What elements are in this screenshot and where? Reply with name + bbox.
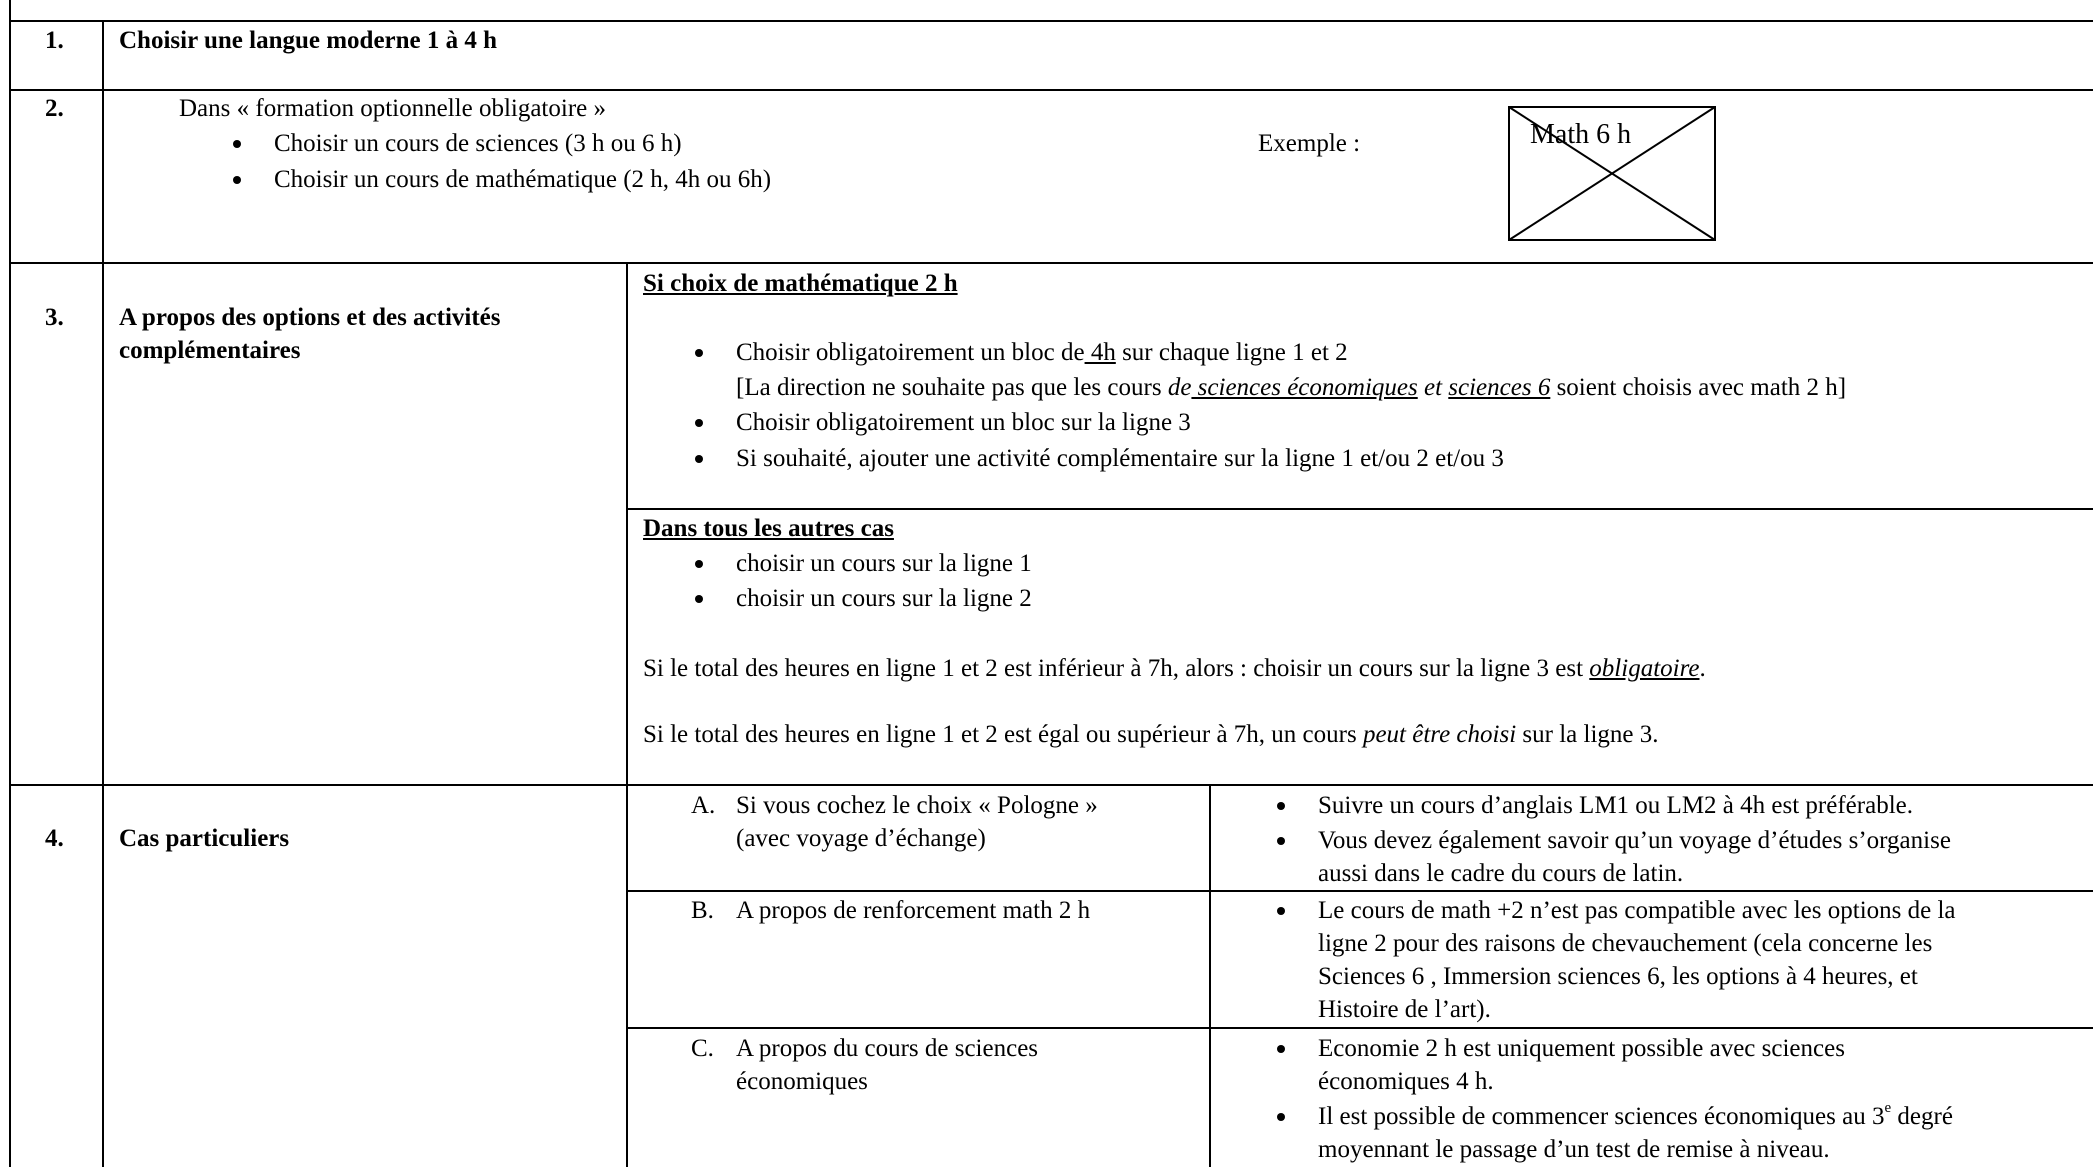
row-number-1: 1. [45, 27, 64, 54]
other-cases-paragraph-2: Si le total des heures en ligne 1 et 2 est égal ou supérieur à 7h, un cours peut être choisi sur la ligne 3. [643, 721, 1659, 748]
case-b-bullet-1-cont2: Sciences 6 , Immersion sciences 6, les options à 4 heures, et [1318, 963, 1918, 990]
cases-column-divider [1209, 785, 1211, 1167]
table-top-border [9, 20, 2093, 22]
example-label: Exemple : [1258, 130, 1361, 157]
case-b-bullet-1-cont1: ligne 2 pour des raisons de chevauchement (cela concerne les [1318, 930, 1933, 957]
example-box [1508, 106, 1716, 241]
row2-bullets [274, 127, 771, 196]
case-c-bullet-2: Il est possible de commencer sciences économiques au 3e degré [1318, 1100, 1953, 1133]
math2h-note: [La direction ne souhaite pas que les cours de sciences économiques et sciences 6 soient choisis avec math 2 h] [736, 374, 1847, 401]
row2-intro: Dans « formation optionnelle obligatoire » [179, 95, 606, 122]
case-b-letter: B. [691, 897, 714, 924]
case-c-label-line2: économiques [736, 1068, 868, 1095]
row3-title-line1: A propos des options et des activités [119, 304, 501, 331]
case-a-label-line1: Si vous cochez le choix « Pologne » [736, 792, 1098, 819]
row-number-3: 3. [45, 304, 64, 331]
other-cases-heading: Dans tous les autres cas [643, 515, 894, 542]
other-cases-paragraph-1: Si le total des heures en ligne 1 et 2 est inférieur à 7h, alors : choisir un cours sur la ligne 3 est obligatoire. [643, 655, 1706, 682]
list-item [274, 127, 771, 160]
row-divider-2 [9, 262, 2093, 264]
math2h-bullet-2: Choisir obligatoirement un bloc sur la ligne 3 [736, 406, 1191, 439]
other-cases-bullet-2: choisir un cours sur la ligne 2 [736, 582, 1032, 615]
row-divider-3 [9, 784, 2093, 786]
case-c-label-line1: A propos du cours de sciences [736, 1035, 1039, 1062]
case-a-label-line2: (avec voyage d’échange) [736, 825, 986, 852]
case-divider-a [626, 890, 2093, 892]
case-c-letter: C. [691, 1035, 714, 1062]
row2-bullet-1: Choisir un cours de sciences (3 h ou 6 h) [274, 130, 682, 157]
row-divider-1 [9, 89, 2093, 91]
case-c-bullet-1: Economie 2 h est uniquement possible avec sciences [1318, 1032, 1845, 1065]
case-a-bullet-1: Suivre un cours d’anglais LM1 ou LM2 à 4h est préférable. [1318, 789, 1913, 822]
example-box-text: Math 6 h [1530, 119, 1632, 150]
number-column-divider [102, 20, 104, 1167]
case-a-bullet-2-cont: aussi dans le cadre du cours de latin. [1318, 860, 1684, 887]
case-c-bullet-1-cont: économiques 4 h. [1318, 1068, 1494, 1095]
list-item [274, 163, 771, 196]
math2h-bullet-1: Choisir obligatoirement un bloc de 4h sur chaque ligne 1 et 2 [736, 336, 1348, 369]
case-divider-b [626, 1027, 2093, 1029]
case-c-bullet-2-cont: moyennant le passage d’un test de remise à niveau. [1318, 1136, 1830, 1163]
other-cases-bullet-1: choisir un cours sur la ligne 1 [736, 547, 1032, 580]
row1-title: Choisir une langue moderne 1 à 4 h [119, 27, 498, 54]
math2h-heading: Si choix de mathématique 2 h [643, 270, 958, 297]
row3-title-line2: complémentaires [119, 337, 301, 364]
row2-bullet-2: Choisir un cours de mathématique (2 h, 4h ou 6h) [274, 166, 772, 193]
row3-section-divider [626, 508, 2093, 510]
case-b-bullet-1: Le cours de math +2 n’est pas compatible avec les options de la [1318, 894, 1956, 927]
case-b-bullet-1-cont3: Histoire de l’art). [1318, 996, 1491, 1023]
content-column-divider [626, 263, 628, 1167]
math2h-bullet-3: Si souhaité, ajouter une activité complémentaire sur la ligne 1 et/ou 2 et/ou 3 [736, 442, 1504, 475]
row4-title: Cas particuliers [119, 825, 290, 852]
case-a-bullet-2: Vous devez également savoir qu’un voyage d’études s’organise [1318, 824, 1951, 857]
case-b-label-line1: A propos de renforcement math 2 h [736, 897, 1091, 924]
case-a-letter: A. [691, 792, 716, 819]
table-border-left [9, 0, 11, 1167]
row-number-4: 4. [45, 825, 64, 852]
row-number-2: 2. [45, 95, 64, 122]
